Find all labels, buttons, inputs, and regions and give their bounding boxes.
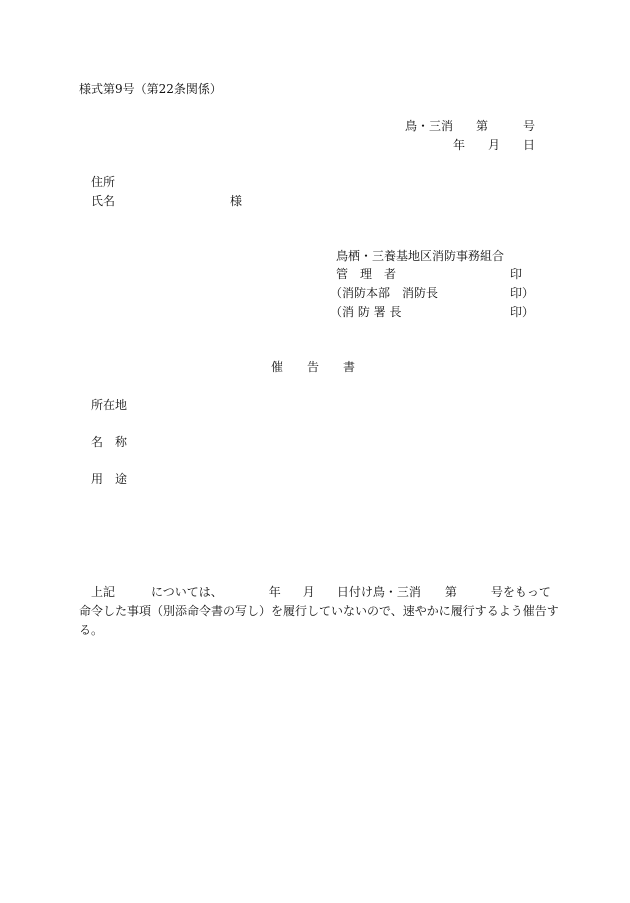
body-line-3: る。 [79,623,104,637]
doc-number-gou: 号 [523,119,536,133]
date-year: 年 [453,138,466,152]
body-part-7: 号をもって [490,585,551,599]
document-title: 催 告 書 [271,360,356,374]
sender-row2-title: （消防本部 消防長 [330,286,439,300]
sender-org: 鳥栖・三養基地区消防事務組合 [336,249,505,263]
body-line-2: 命令した事項（別添命令書の写し）を履行していないので、速やかに履行するよう催告す [79,604,559,618]
body-paragraph [79,583,559,640]
recipient-address-label: 住所 [91,175,116,189]
doc-number-issuer: 鳥・三消 [405,119,454,133]
form-number: 様式第9号（第22条関係） [79,82,222,96]
body-part-5: 日付け鳥・三消 [336,585,421,599]
field-use-label: 用 途 [91,472,128,486]
body-part-1: 上記 [91,585,116,599]
field-location-label: 所在地 [91,398,128,412]
field-name-label: 名 称 [91,435,128,449]
recipient-name-label: 氏名 [91,194,116,208]
sender-row3-title: （消 防 署 長 [330,305,402,319]
body-part-6: 第 [444,585,457,599]
sender-row2-seal: 印） [510,286,535,300]
sender-row1-title: 管 理 者 [336,267,397,281]
body-part-4: 月 [302,585,315,599]
date-day: 日 [523,138,536,152]
doc-number-dai: 第 [476,119,489,133]
body-part-2: については、 [151,585,223,599]
body-line-1 [79,583,551,602]
sender-row3-seal: 印） [510,305,535,319]
recipient-honorific: 様 [230,194,243,208]
body-part-3: 年 [268,585,281,599]
date-month: 月 [488,138,501,152]
sender-row1-seal: 印 [510,267,523,281]
